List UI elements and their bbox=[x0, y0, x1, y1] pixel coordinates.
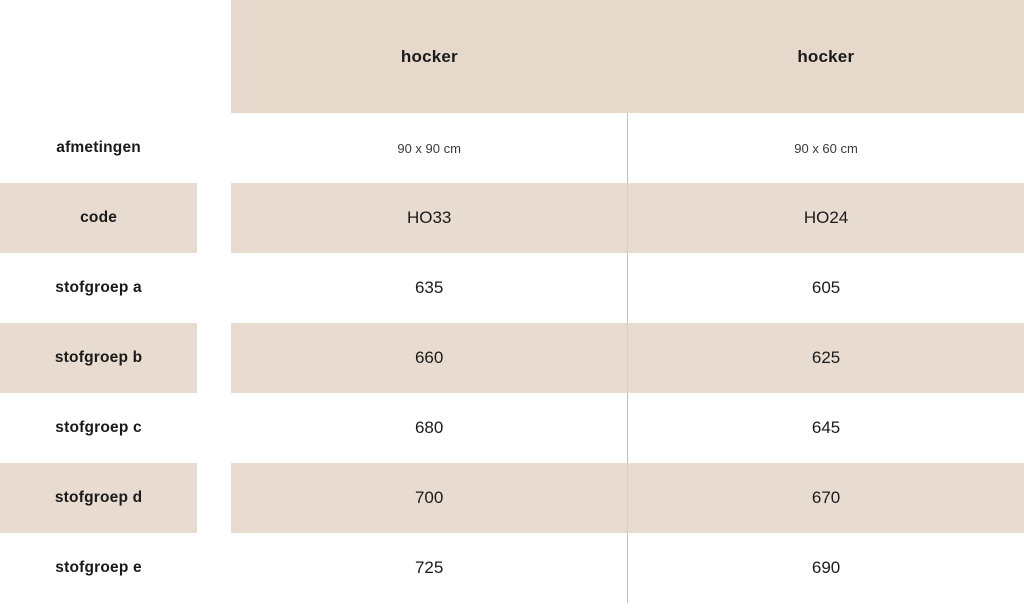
column-header-1: hocker bbox=[231, 0, 627, 113]
row-label-stofgroep-a: stofgroep a bbox=[0, 253, 197, 323]
table-row bbox=[0, 183, 1024, 253]
table-row bbox=[0, 463, 1024, 533]
cell-stofgroep-a-col2: 605 bbox=[628, 253, 1024, 323]
cell-afmetingen-col1: 90 x 90 cm bbox=[231, 113, 627, 183]
cell-code-col2: HO24 bbox=[628, 183, 1024, 253]
row-spacer bbox=[197, 183, 231, 253]
row-spacer bbox=[197, 323, 231, 393]
cell-code-col1: HO33 bbox=[231, 183, 627, 253]
table-row bbox=[0, 323, 1024, 393]
row-spacer bbox=[197, 393, 231, 463]
cell-stofgroep-a-col1: 635 bbox=[231, 253, 627, 323]
cell-afmetingen-col2: 90 x 60 cm bbox=[628, 113, 1024, 183]
header-blank-cell bbox=[0, 0, 197, 113]
row-label-stofgroep-e: stofgroep e bbox=[0, 533, 197, 603]
table-row bbox=[0, 253, 1024, 323]
column-header-2: hocker bbox=[628, 0, 1024, 113]
row-label-afmetingen: afmetingen bbox=[0, 113, 197, 183]
table-row bbox=[0, 113, 1024, 183]
row-label-code: code bbox=[0, 183, 197, 253]
row-label-stofgroep-c: stofgroep c bbox=[0, 393, 197, 463]
header-spacer-cell bbox=[197, 0, 231, 113]
row-spacer bbox=[197, 253, 231, 323]
cell-stofgroep-e-col1: 725 bbox=[231, 533, 627, 603]
cell-stofgroep-c-col1: 680 bbox=[231, 393, 627, 463]
row-label-stofgroep-d: stofgroep d bbox=[0, 463, 197, 533]
cell-stofgroep-d-col2: 670 bbox=[628, 463, 1024, 533]
cell-stofgroep-e-col2: 690 bbox=[628, 533, 1024, 603]
cell-stofgroep-c-col2: 645 bbox=[628, 393, 1024, 463]
table-row bbox=[0, 393, 1024, 463]
cell-stofgroep-d-col1: 700 bbox=[231, 463, 627, 533]
row-spacer bbox=[197, 533, 231, 603]
cell-stofgroep-b-col1: 660 bbox=[231, 323, 627, 393]
table-row bbox=[0, 533, 1024, 603]
row-spacer bbox=[197, 463, 231, 533]
row-label-stofgroep-b: stofgroep b bbox=[0, 323, 197, 393]
table-header-row bbox=[0, 0, 1024, 113]
cell-stofgroep-b-col2: 625 bbox=[628, 323, 1024, 393]
row-spacer bbox=[197, 113, 231, 183]
